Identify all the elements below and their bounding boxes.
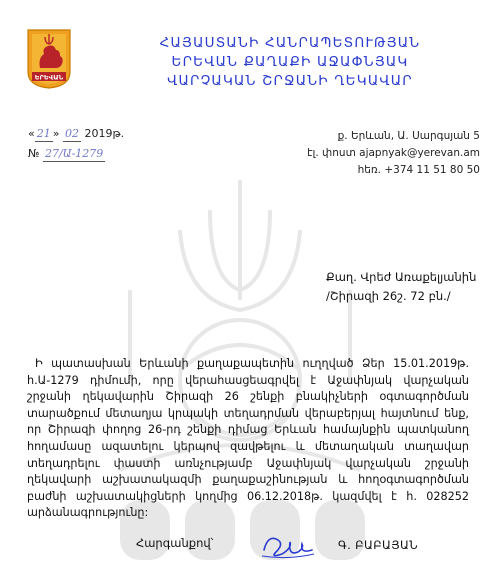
reference-block — [28, 124, 124, 164]
letter-date: « 21 » 02 2019թ. — [28, 127, 125, 140]
svg-text:ԵՐԵՎԱՆ: ԵՐԵՎԱՆ — [34, 73, 64, 82]
date-year: 2019թ. — [84, 127, 125, 140]
yerevan-coat-of-arms-logo — [26, 28, 72, 90]
letterhead-title — [100, 34, 480, 91]
header-line-city: ԵՐԵՎԱՆ ՔԱՂԱՔԻ ԱՋԱՓՆՅԱԿ — [171, 54, 409, 70]
contact-phone: հեռ. +374 11 51 80 50 — [357, 164, 480, 176]
letter-number — [28, 144, 124, 164]
handwritten-signature — [258, 530, 318, 564]
contact-address: ք. Երևան, Ա. Սարգսյան 5 — [337, 130, 480, 142]
number-value: 27/Ա-1279 — [44, 147, 104, 160]
number-label: № — [28, 147, 40, 160]
closing-salutation: Հարգանքով՝ — [136, 536, 214, 550]
letter-body: Ի պատասխան Երևանի քաղաքապետին ուղղված Ձեր 15.01.2019թ. հ.Ա-1279 դիմումի, որը վերահասցեագրվել է Աջափնյակ վարչական շրջանի ղեկավարին Շիրազի 26 շենքի բնակիչների օգտագործման տարածքում մետաղյա կրպակի տեղադրման վերաբերյալ հայտնում ենք, որ Շիրազի փողոց 26-րդ շենքի դիմաց Երևան համայնքին պատկանող հողամասը ազատելու կերպով զավթելու և մետաղական տաղավար տեղադրելու փաստի առնչությամբ Աջափնյակ վարչական շրջանի ղեկավարի աշխատակազմի քաղաքաշինության և հողօգտագործման բաժնի աշխատակիցների կողմից 06.12.2018թ. կազմվել է հ. 028252 արձանագրությունը: — [27, 357, 469, 520]
header-line-office: ՎԱՐՉԱԿԱՆ ՇՐՋԱՆԻ ՂԵԿԱՎԱՐ — [167, 73, 413, 89]
contact-block — [307, 128, 480, 179]
header-line-republic: ՀԱՅԱՍՏԱՆԻ ՀԱՆՐԱՊԵՏՈՒԹՅԱՆ — [159, 35, 421, 51]
addressee-address: /Շիրազի 26շ. 72 բն./ — [326, 289, 451, 303]
addressee-block — [326, 268, 476, 306]
addressee-name: Քաղ. Վրեժ Առաքելյանին — [326, 270, 477, 284]
signer-name: Գ. ԲԱԲԱՅԱՆ — [338, 538, 418, 552]
date-month: 02 — [64, 127, 79, 140]
contact-email: էլ. փոստ ajapnyak@yerevan.am — [307, 147, 480, 159]
date-day: 21 — [36, 127, 51, 140]
